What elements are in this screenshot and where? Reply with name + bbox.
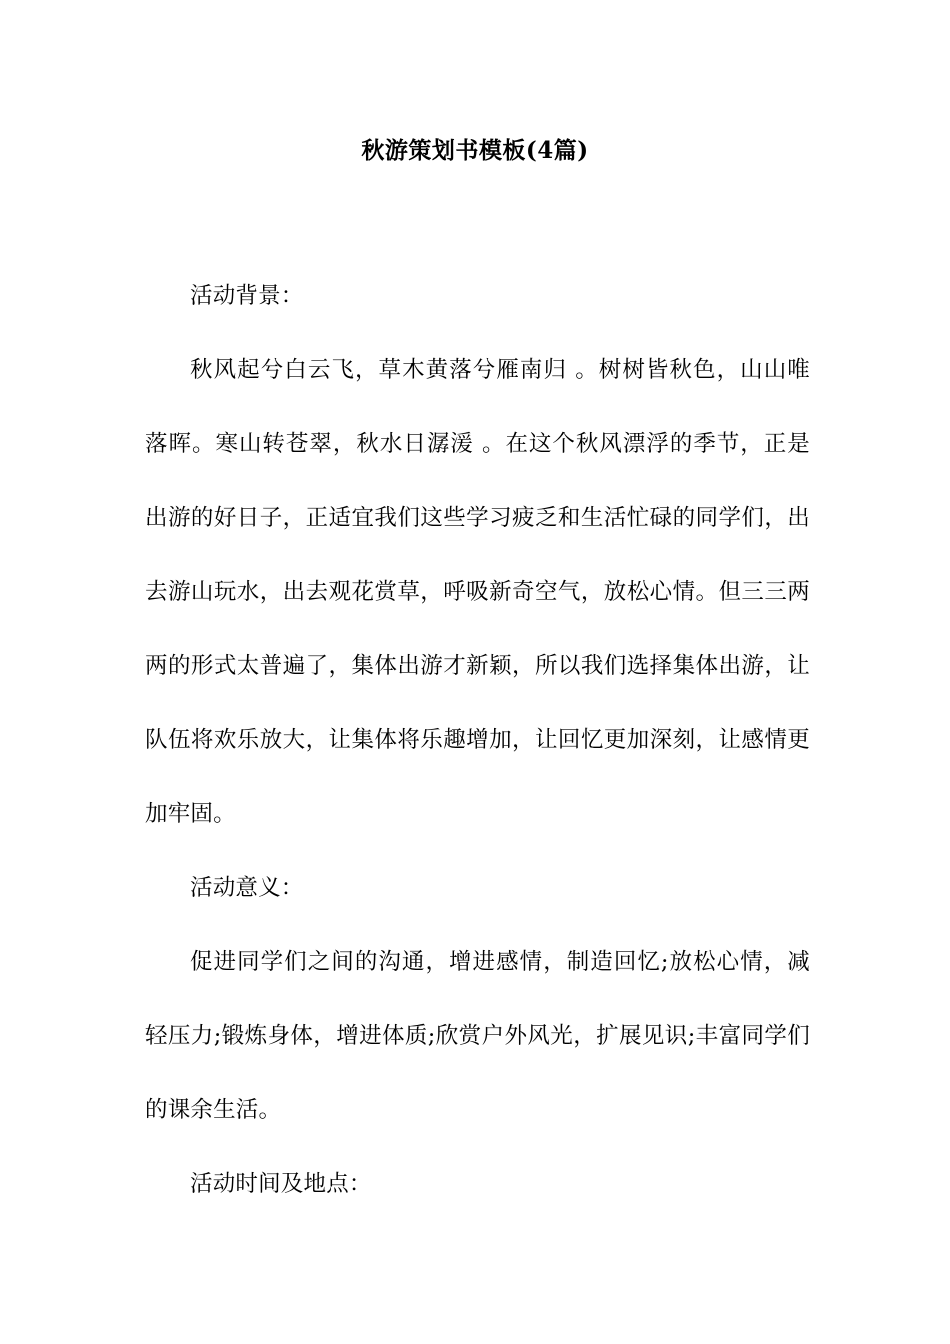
paragraph-significance: 促进同学们之间的沟通，增进感情，制造回忆;放松心情，减轻压力;锻炼身体，增进体质;欣赏户外风光，扩展见识;丰富同学们的课余生活。 (145, 949, 810, 1123)
section-heading-background: 活动背景： (190, 283, 304, 309)
document-body (145, 259, 810, 1221)
section-heading-significance: 活动意义： (190, 875, 304, 901)
section-heading-time-place: 活动时间及地点： (190, 1171, 372, 1197)
paragraph-background: 秋风起兮白云飞，草木黄落兮雁南归 。树树皆秋色，山山唯落晖。寒山转苍翠，秋水日潺湲 。在这个秋风漂浮的季节，正是出游的好日子，正适宜我们这些学习疲乏和生活忙碌的同学们，出去游山玩水，出去观花赏草，呼吸新奇空气，放松心情。但三三两两的形式太普遍了，集体出游才新颖，所以我们选择集体出游，让队伍将欢乐放大，让集体将乐趣增加，让回忆更加深刻，让感情更加牢固。 (145, 357, 810, 827)
document-title: 秋游策划书模板(4篇) (361, 137, 589, 164)
